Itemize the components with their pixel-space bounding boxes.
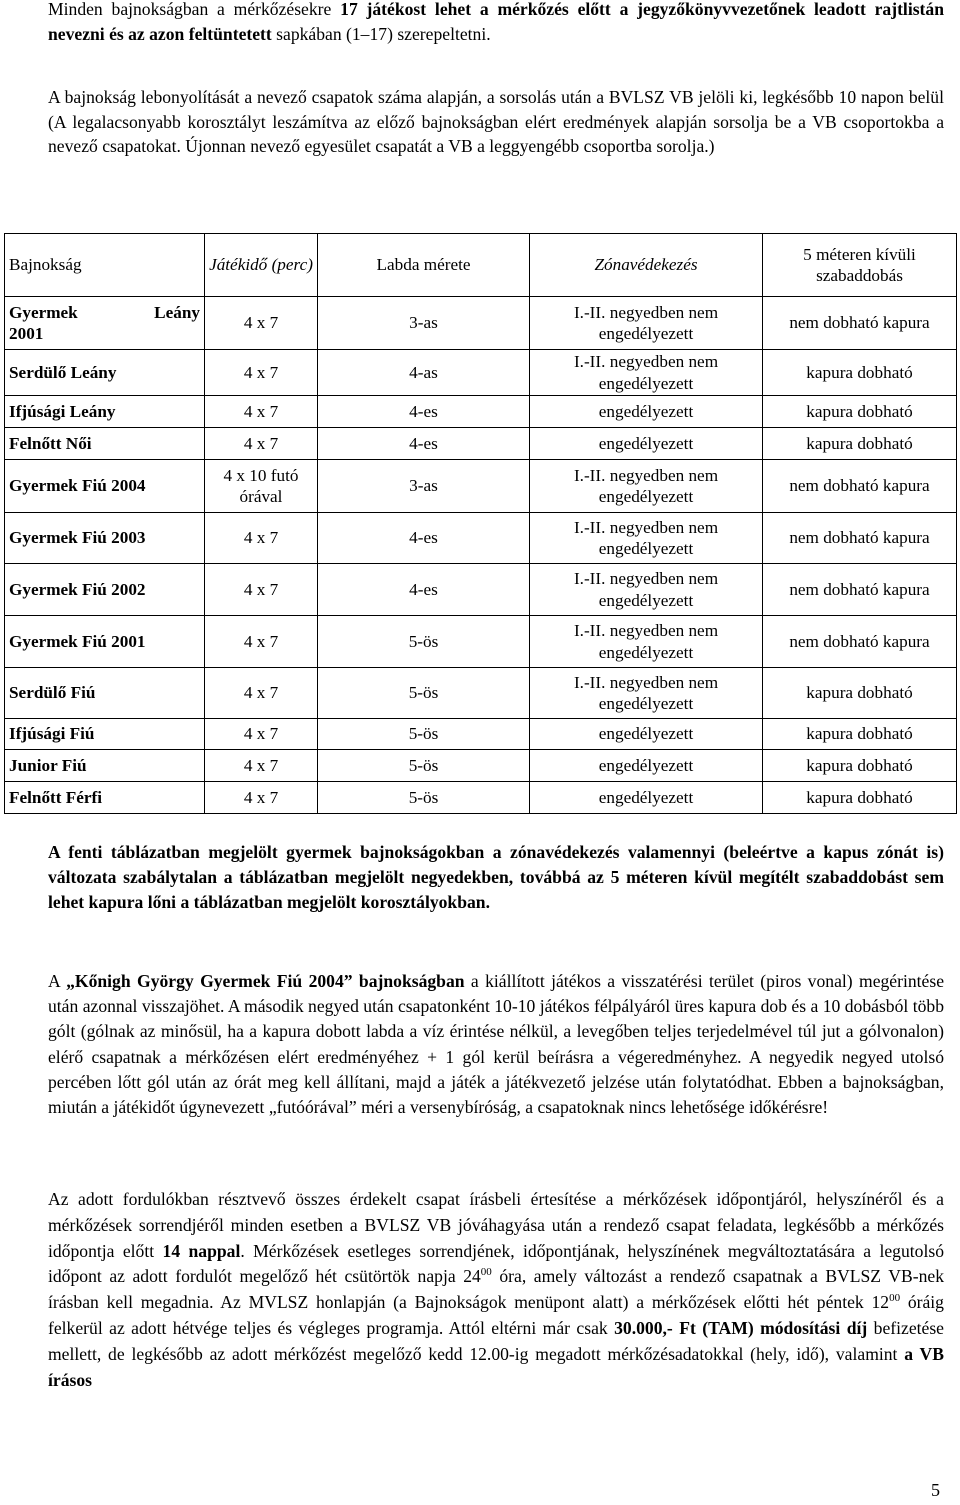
table-row — [5, 297, 957, 350]
row-zona: I.-II. negyedben nem engedélyezett — [530, 513, 763, 564]
row-name: Gyermek Fiú 2004 — [5, 460, 205, 513]
row-ido: 4 x 7 — [205, 513, 318, 564]
row-ido: 4 x 7 — [205, 428, 318, 460]
table-row — [5, 616, 957, 668]
row-labda: 4-es — [318, 513, 530, 564]
konigh-paragraph: A „Kőnigh György Gyermek Fiú 2004” bajnokságban a kiállított játékos a visszatérési terület (piros vonal) megérintése után azonnal visszajöhet. A második negyed után csapatonként 10-10 játékos félpályáról üres kapura dob és a 10 dobásból több gólt (gólnak az minősül, ha a kapura dobott labda a víz érintése nélkül, a levegőben teljes terjedelmével túl jut a gólvonalon) elérő csapatnak a mérkőzésen elért eredményéhez + 1 gól kerül beírásra a végeredményhez. A negyedik negyed utolsó percében lőtt gól után az órát meg kell állítani, majd a játék a játékvezető jelzése után folytatódhat. Ebben a bajnokságban, miután a játékidőt úgynevezett „futóórával” méri a versenybíróság, a csapatoknak nincs lehetősége időkérésre! — [48, 971, 945, 1118]
row-zona: engedélyezett — [530, 428, 763, 460]
table-row — [5, 460, 957, 513]
table-header-row — [5, 234, 957, 297]
row-dobas: nem dobható kapura — [763, 564, 957, 616]
row-name: Serdülő Leány — [5, 350, 205, 396]
row-dobas: nem dobható kapura — [763, 460, 957, 513]
table-row — [5, 396, 957, 428]
table-row — [5, 350, 957, 396]
row-ido: 4 x 7 — [205, 750, 318, 782]
row-labda: 5-ös — [318, 750, 530, 782]
row-ido: 4 x 7 — [205, 297, 318, 350]
row-dobas: kapura dobható — [763, 396, 957, 428]
row-dobas: nem dobható kapura — [763, 513, 957, 564]
row-zona: I.-II. negyedben nem engedélyezett — [530, 460, 763, 513]
table-row — [5, 668, 957, 719]
row-zona: engedélyezett — [530, 782, 763, 814]
row-name: Gyermek Leány 2001 — [5, 297, 205, 350]
row-ido: 4 x 10 futó órával — [205, 460, 318, 513]
row-zona: I.-II. negyedben nem engedélyezett — [530, 616, 763, 668]
row-zona: I.-II. negyedben nem engedélyezett — [530, 564, 763, 616]
sorsolas-paragraph: A bajnokság lebonyolítását a nevező csapatok száma alapján, a sorsolás után a BVLSZ VB jelöli ki, legkésőbb 10 napon belül (A legalacsonyabb korosztályt leszámítva az előző bajnokságban elért eredmények alapján sorsolja be a VB csoportokba a nevező csapatokat. Újonnan nevező egyesület csapatát a VB a leggyengébb csoportba sorolja.) — [48, 87, 944, 156]
row-labda: 5-ös — [318, 616, 530, 668]
ertesites-paragraph: Az adott fordulókban résztvevő összes érdekelt csapat írásbeli értesítése a mérkőzések időpontjáról, helyszínéről és a mérkőzések sorrendjéről minden esetben a BVLSZ VB jóváhagyása után a rendező csapat feladata, legkésőbb a mérkőzés időpontja előtt 14 nappal. Mérkőzések esetleges sorrendjének, időpontjának, helyszínének megváltoztatására a legutolsó időpont az adott fordulót megelőző hét csütörtök napja $24^{00}$ óra, amely változást a rendező csapatnak a BVLSZ VB-nek írásban kell megadnia. Az MVLSZ honlapján (a Bajnokságok menüpont alatt) a mérkőzések előtti hét péntek $12^{00}$ óráig felkerül az adott hétvége teljes és végleges programja. Attól eltérni már csak 30.000,- Ft (TAM) módosítási díj befizetése mellett, de legkésőbb az adott mérkőzést megelőző kedd 12.00-ig megadott mérkőzésadatokkal (hely, idő), valamint a VB írásos — [48, 1189, 944, 1390]
row-zona: I.-II. negyedben nem engedélyezett — [530, 668, 763, 719]
row-name: Felnőtt Női — [5, 428, 205, 460]
row-name: Ifjúsági Leány — [5, 396, 205, 428]
row-labda: 3-as — [318, 460, 530, 513]
bold-rule-paragraph: A fenti táblázatban megjelölt gyermek bajnokságokban a zónavédekezés valamennyi (beleértve a kapus zónát is) változata szabálytalan a táblázatban megjelölt negyedekben, továbbá az 5 méteren kívül megítélt szabaddobást sem lehet kapura lőni a táblázatban megjelölt korosztályokban. — [48, 842, 944, 912]
row-name: Gyermek Fiú 2001 — [5, 616, 205, 668]
header-labda: Labda mérete — [318, 234, 530, 297]
row-labda: 5-ös — [318, 668, 530, 719]
row-zona: engedélyezett — [530, 396, 763, 428]
row-dobas: nem dobható kapura — [763, 616, 957, 668]
row-name: Gyermek Fiú 2002 — [5, 564, 205, 616]
table-row — [5, 719, 957, 750]
row-ido: 4 x 7 — [205, 350, 318, 396]
row-dobas: kapura dobható — [763, 750, 957, 782]
row-dobas: kapura dobható — [763, 428, 957, 460]
row-ido: 4 x 7 — [205, 719, 318, 750]
intro-text-c: sapkában (1–17) szerepeltetni. — [271, 23, 491, 44]
page-number: 5 — [931, 1480, 940, 1500]
row-dobas: kapura dobható — [763, 782, 957, 814]
intro-paragraph — [48, 0, 944, 46]
row-ido: 4 x 7 — [205, 782, 318, 814]
header-szabaddobas: 5 méteren kívüli szabaddobás — [763, 234, 957, 297]
intro-text-bold: 17 játékost lehet a mérkőzés előtt a jegyzőkönyvvezetőnek leadott rajtlistán nevezni és az azon feltüntetett — [48, 0, 944, 44]
row-dobas: kapura dobható — [763, 719, 957, 750]
table-row — [5, 513, 957, 564]
row-name: Junior Fiú — [5, 750, 205, 782]
row-labda: 4-es — [318, 564, 530, 616]
row-ido: 4 x 7 — [205, 668, 318, 719]
rules-table — [4, 233, 957, 814]
row-dobas: kapura dobható — [763, 668, 957, 719]
row-labda: 3-as — [318, 297, 530, 350]
table-row — [5, 782, 957, 814]
row-labda: 5-ös — [318, 719, 530, 750]
row-zona: I.-II. negyedben nem engedélyezett — [530, 350, 763, 396]
row-name: Ifjúsági Fiú — [5, 719, 205, 750]
row-name: Serdülő Fiú — [5, 668, 205, 719]
row-zona: I.-II. negyedben nem engedélyezett — [530, 297, 763, 350]
row-zona: engedélyezett — [530, 750, 763, 782]
row-zona: engedélyezett — [530, 719, 763, 750]
header-zona: Zónavédekezés — [530, 234, 763, 297]
row-labda: 4-as — [318, 350, 530, 396]
row-labda: 4-es — [318, 396, 530, 428]
row-dobas: kapura dobható — [763, 350, 957, 396]
row-ido: 4 x 7 — [205, 616, 318, 668]
row-name: Gyermek Fiú 2003 — [5, 513, 205, 564]
row-ido: 4 x 7 — [205, 396, 318, 428]
row-name: Felnőtt Férfi — [5, 782, 205, 814]
table-row — [5, 750, 957, 782]
table-row — [5, 564, 957, 616]
header-bajnoksag: Bajnokság — [5, 234, 205, 297]
row-labda: 4-es — [318, 428, 530, 460]
intro-text-a: Minden bajnokságban a mérkőzésekre — [48, 0, 341, 19]
row-dobas: nem dobható kapura — [763, 297, 957, 350]
row-labda: 5-ös — [318, 782, 530, 814]
header-jatekido: Játékidő (perc) — [205, 234, 318, 297]
table-row — [5, 428, 957, 460]
row-ido: 4 x 7 — [205, 564, 318, 616]
